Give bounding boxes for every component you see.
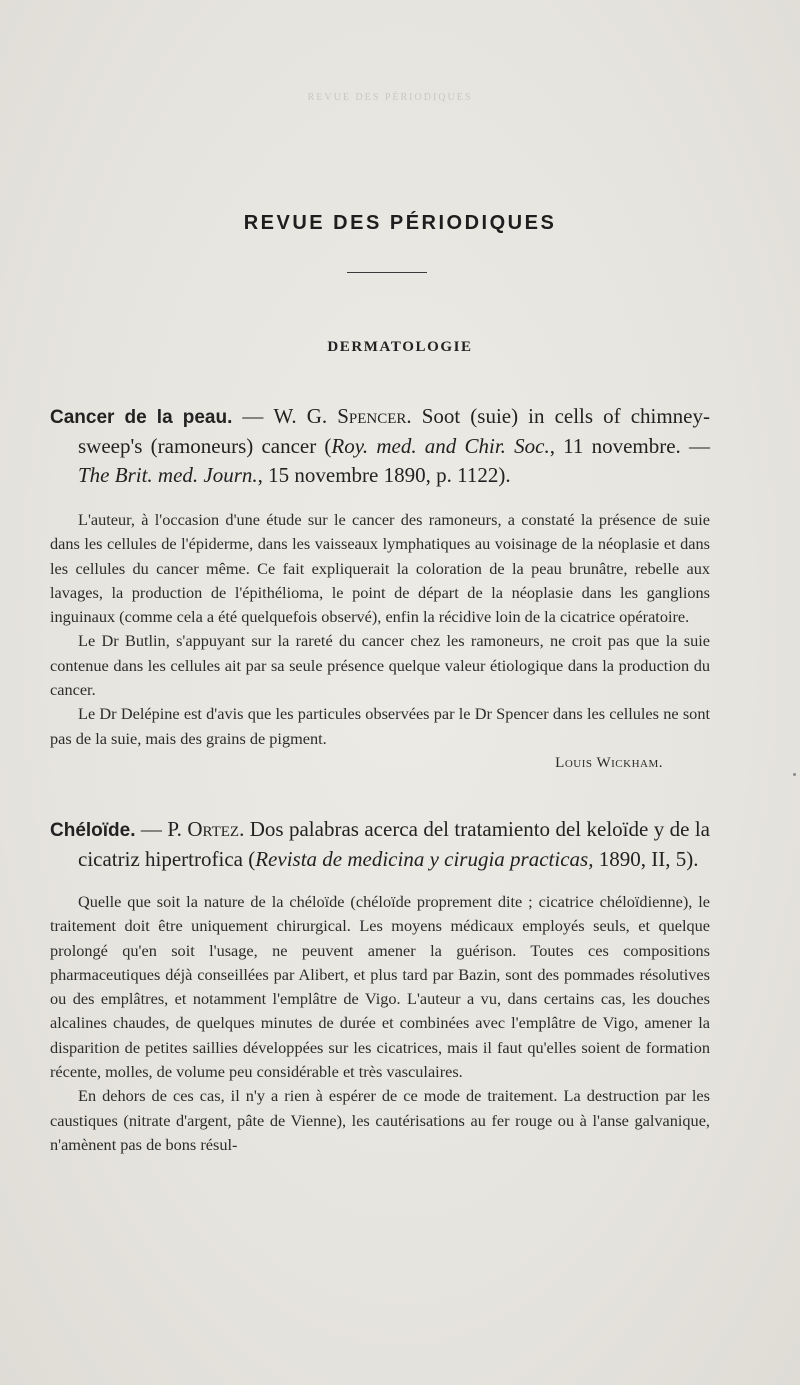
section-title: DERMATOLOGIE	[327, 339, 473, 355]
paragraph: Quelle que soit la nature de la chéloïde (chéloïde proprement dite ; cicatrice chéloïdienne), le traitement doit être uniquement chirurgical. Les moyens médicaux employés seuls, et quelque prolongé qu'en soit l'usage, ne peuvent amener la guérison. Toutes ces compositions pharmaceutiques déjà conseillées par Alibert, et plus tard par Bazin, sont des pommades résolutives ou des emplâtres, et notamment l'emplâtre de Vigo. L'auteur a vu, dans certains cas, les douches alcalines chaudes, de quelques minutes de durée et combinées avec l'emplâtre de Vigo, amener la disparition de petites saillies développées sur les cicatrices, mais il faut qu'elles soient de formation récente, molles, de volume peu considérable et très vasculaires.	[50, 892, 710, 1082]
heading-dash: —	[135, 817, 168, 841]
article-pages: 1890, II, 5).	[593, 847, 699, 871]
heading-dash: —	[232, 404, 274, 428]
article-body	[50, 890, 710, 1157]
paragraph: Le Dr Delépine est d'avis que les particules observées par le Dr Spencer dans les cellules ne sont pas de la suie, mais des grains de pigment.	[50, 704, 710, 748]
bleed-through-running-head: REVUE DES PÉRIODIQUES	[307, 92, 473, 103]
article-author: P. Ortez.	[167, 817, 245, 841]
paragraph: L'auteur, à l'occasion d'une étude sur le cancer des ramoneurs, a constaté la présence de suie dans les cellules de l'épiderme, dans les vaisseaux lymphatiques au voisinage de la néoplasie et dans les cellules du cancer même. Ce fait expliquerait la coloration de la peau brunâtre, rebelle aux lavages, la production de l'épithélioma, le point de départ de la néoplasie dans les ganglions inguinaux (comme cela a été quelquefois observé), enfin la récidive loin de la cicatrice opératoire.	[50, 510, 710, 627]
title-rule	[347, 272, 427, 273]
paragraph: En dehors de ces cas, il n'y a rien à espérer de ce mode de traitement. La destruction par les caustiques (nitrate d'argent, pâte de Vienne), les cautérisations au fer rouge ou à l'anse galvanique, n'amènent pas de bons résul-	[50, 1086, 710, 1154]
article-heading	[50, 402, 710, 490]
page-title: REVUE DES PÉRIODIQUES	[243, 212, 557, 234]
article-lead: Cancer de la peau.	[50, 407, 233, 428]
article-date: , 11 novembre. —	[549, 434, 710, 458]
article-source-2: The Brit. med. Journ.	[78, 463, 258, 487]
article-cancer-peau	[50, 402, 710, 772]
article-lead: Chéloïde.	[50, 820, 136, 841]
article-author: W. G. Spencer.	[273, 404, 412, 428]
article-heading	[50, 815, 710, 874]
article-source: Roy. med. and Chir. Soc.	[331, 434, 550, 458]
paragraph: Le Dr Butlin, s'appuyant sur la rareté du cancer chez les ramoneurs, ne croit pas que la suie contenue dans les cellules ait par sa seule présence quelque valeur étiologique dans la production du cancer.	[50, 631, 710, 700]
article-title-text: Dos palabras acerca del tratamiento del keloïde y de la cicatriz hipertrofica (	[78, 817, 711, 871]
article-source: Revista de medicina y cirugia practicas,	[255, 847, 594, 871]
article-cheloide	[50, 815, 710, 1157]
article-title-text: Soot (suie) in cells of chimney-sweep's (ramoneurs) cancer (	[78, 404, 710, 458]
article-pages: , 15 novembre 1890, p. 1122).	[257, 463, 511, 487]
article-body	[50, 508, 710, 772]
scan-speck	[793, 773, 796, 776]
article-signature: Louis Wickham.	[555, 754, 663, 771]
